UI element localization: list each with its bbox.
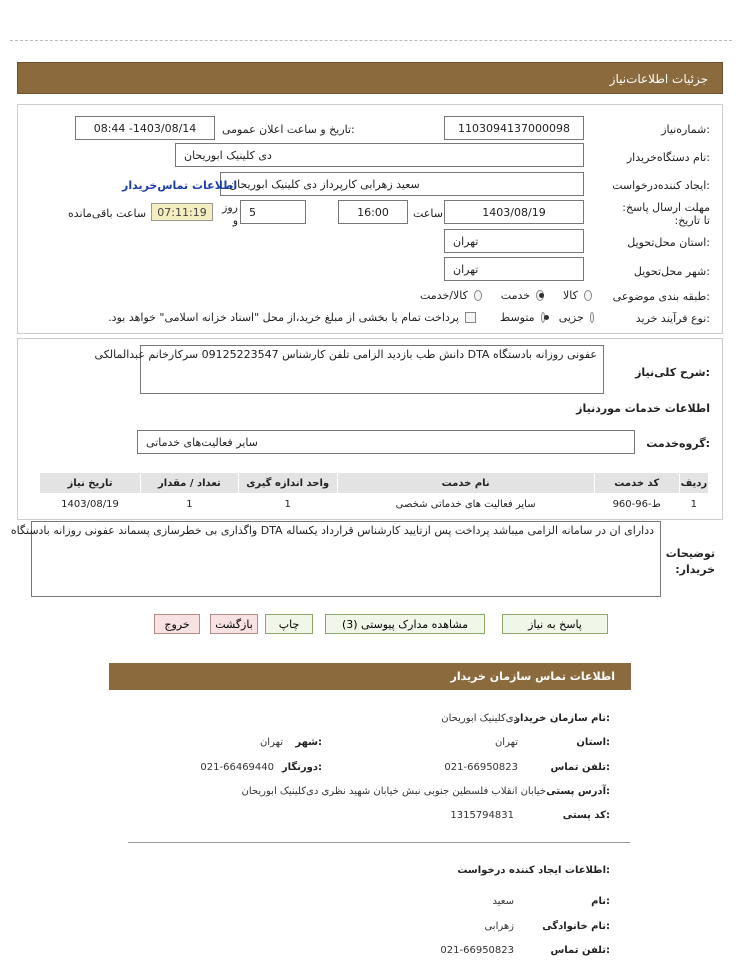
category-service-label: خدمت (500, 288, 531, 302)
need-number-field[interactable]: 1103094137000098 (444, 116, 584, 140)
process-minor-radio[interactable] (590, 312, 594, 323)
details-header (17, 62, 723, 94)
category-label: طبقه بندی موضوعی: (612, 290, 710, 303)
province-field[interactable]: تهران (444, 229, 584, 253)
creator-first-name-value: سعید (492, 896, 514, 907)
category-service-radio[interactable] (536, 290, 544, 301)
category-goods-label: کالا (563, 288, 578, 302)
print-button[interactable]: چاپ (265, 614, 313, 634)
cell-unit: 1 (238, 494, 337, 515)
announce-date-field[interactable]: 1403/08/14- 08:44 (75, 116, 215, 140)
summary-textarea[interactable]: عفونی روزانه بادستگاه DTA دانش طب بازدید الزامی تلفن کارشناس 09125223547 سرکارخانم عبدالمالکی (140, 345, 604, 394)
services-table (39, 472, 709, 515)
creator-last-name-value: زهرابی (484, 921, 514, 932)
buyer-notes-textarea[interactable]: ددارای ان در سامانه الزامی میباشد پرداخت پس ازتایید کارشناس قرارداد یکساله DTA واگذاری بی خطرسازی پسماند عفونی روزانه بادستگاه (31, 521, 661, 597)
cell-qty: 1 (141, 494, 239, 515)
buyer-org-label: نام دستگاه‌خریدار: (626, 151, 710, 164)
process-label: نوع فرآیند خرید: (635, 312, 710, 325)
postal-code-value: 1315794831 (450, 810, 514, 821)
org-name-value: دی‌کلینیک ابوریحان (441, 713, 518, 724)
buyer-notes-label: توضیحات خریدار: (665, 547, 715, 576)
buyer-contact-link[interactable]: اطلاعات تماس‌خریدار (122, 179, 238, 192)
city-field[interactable]: تهران (444, 257, 584, 281)
address-label: آدرس پستی: (546, 786, 610, 797)
table-row[interactable] (40, 494, 709, 515)
category-goods-service-label: کالا/خدمت (420, 288, 468, 302)
org-name-label: نام سازمان خریدار: (514, 713, 610, 724)
contact-header-title: اطلاعات تماس سازمان خریدار (450, 670, 615, 683)
details-header-title: جزئیات اطلاعات‌نیاز (609, 72, 708, 86)
deadline-date-field[interactable]: 1403/08/19 (444, 200, 584, 224)
contact-header (109, 663, 631, 690)
address-value: خیابان انقلاب فلسطین جنوبی نبش خیابان شهید نظری دی‌کلینیک ابوریحان (241, 786, 546, 797)
col-date: تاریخ نیاز (40, 473, 141, 494)
cell-name: سایر فعالیت های خدماتی شخصی (337, 494, 594, 515)
process-radio-group (500, 310, 594, 324)
cell-date: 1403/08/19 (40, 494, 141, 515)
col-unit: واحد اندازه گیری (238, 473, 337, 494)
process-minor-label: جزیی (558, 310, 584, 324)
contact-fax-label: دورنگار: (281, 762, 322, 773)
province-label: استان محل‌تحویل: (627, 236, 710, 249)
requester-label: ایجاد کننده‌درخواست: (612, 179, 710, 192)
contact-province-value: تهران (494, 737, 518, 748)
creator-phone-label: تلفن تماس: (550, 945, 610, 956)
postal-code-label: کد پستی: (562, 810, 610, 821)
category-goods-service-radio[interactable] (474, 290, 482, 301)
deadline-time-field[interactable]: 16:00 (338, 200, 408, 224)
need-number-label: شماره‌نیاز: (661, 123, 710, 136)
cell-code: ط-96-960 (594, 494, 679, 515)
days-label: روز و (222, 201, 238, 227)
deadline-time-label: ساعت (413, 207, 443, 220)
process-medium-label: متوسط (500, 310, 535, 324)
buyer-org-field[interactable]: دی کلینیک ابوریحان (175, 143, 584, 167)
remaining-label: ساعت باقی‌مانده (68, 207, 147, 220)
cell-row: 1 (679, 494, 708, 515)
treasury-payment-option (104, 310, 476, 324)
treasury-payment-note: پرداخت تمام یا بخشی از مبلغ خرید،از محل "اسناد خزانه اسلامی" خواهد بود. (108, 310, 459, 324)
col-name: نام خدمت (337, 473, 594, 494)
exit-button[interactable]: خروج (154, 614, 200, 634)
reply-button[interactable]: پاسخ به نیاز (502, 614, 608, 634)
service-group-field[interactable]: سایر فعالیت‌های خدماتی (137, 430, 635, 454)
view-attachments-button[interactable]: مشاهده مدارک پیوستی (3) (325, 614, 485, 634)
top-divider (10, 40, 732, 41)
creator-last-name-label: نام خانوادگی: (542, 921, 610, 932)
services-section-title: اطلاعات خدمات موردنیاز (576, 402, 710, 415)
contact-divider (128, 842, 630, 843)
summary-label: شرح کلی‌نیاز: (635, 366, 710, 379)
service-group-label: گروه‌خدمت: (646, 437, 710, 450)
treasury-payment-checkbox[interactable] (465, 312, 476, 323)
creator-section-title: اطلاعات ایجاد کننده درخواست: (457, 865, 610, 876)
deadline-label: مهلت ارسال پاسخ: تا تاریخ: (622, 201, 710, 227)
back-button[interactable]: بازگشت (210, 614, 258, 634)
remaining-timer: 07:11:19 (151, 203, 213, 221)
col-row: ردیف (679, 473, 708, 494)
creator-phone-value: 021-66950823 (440, 945, 514, 956)
col-qty: تعداد / مقدار (141, 473, 239, 494)
requester-field[interactable]: سعید زهرابی کارپرداز دی کلینیک ابوریحان (220, 172, 584, 196)
contact-city-label: شهر: (295, 737, 322, 748)
contact-province-label: استان: (576, 737, 610, 748)
days-field[interactable]: 5 (240, 200, 306, 224)
city-label: شهر محل‌تحویل: (633, 265, 710, 278)
contact-phone-value: 021-66950823 (444, 762, 518, 773)
creator-first-name-label: نام: (591, 896, 610, 907)
process-medium-radio[interactable] (541, 312, 545, 323)
col-code: کد خدمت (594, 473, 679, 494)
contact-fax-value: 021-66469440 (200, 762, 274, 773)
category-goods-radio[interactable] (584, 290, 592, 301)
announce-date-label: تاریخ و ساعت اعلان عمومی: (222, 123, 355, 136)
category-radio-group (420, 288, 592, 302)
services-table-header (40, 473, 709, 494)
contact-city-value: تهران (259, 737, 283, 748)
contact-phone-label: تلفن تماس: (550, 762, 610, 773)
